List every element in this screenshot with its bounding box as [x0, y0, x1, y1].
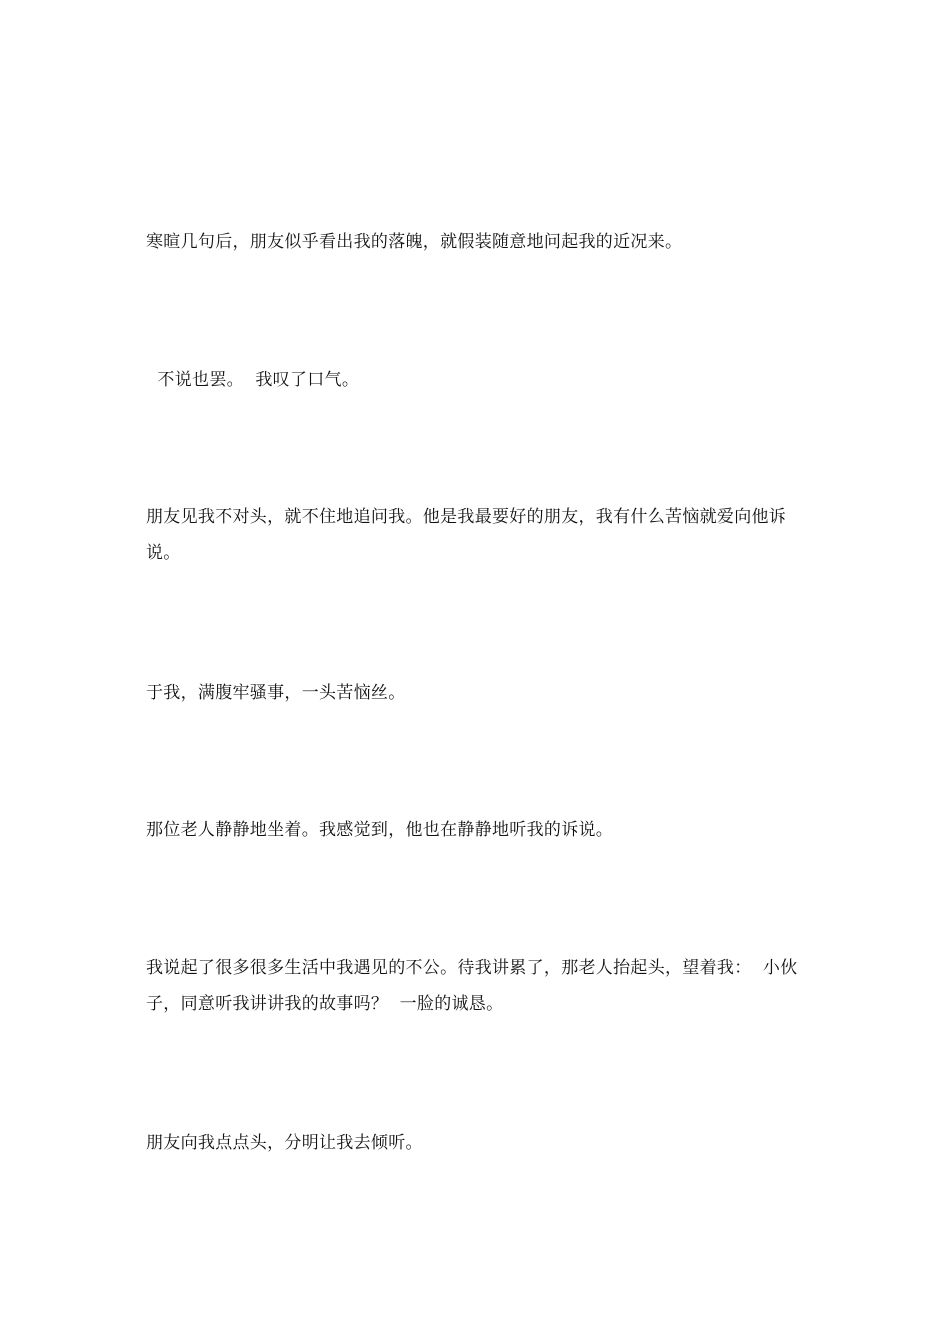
paragraph-3: 朋友见我不对头，就不住地追问我。他是我最要好的朋友，我有什么苦恼就爱向他诉说。 [146, 507, 787, 563]
paragraph-6: 我说起了很多很多生活中我遇见的不公。待我讲累了，那老人抬起头，望着我： 小伙子，同意听我讲讲我的故事吗？ 一脸的诚恳。 [146, 958, 798, 1014]
paragraph-5: 那位老人静静地坐着。我感觉到，他也在静静地听我的诉说。 [146, 820, 614, 840]
paragraph-2: 不说也罢。 我叹了口气。 [146, 370, 360, 390]
paragraph-1: 寒暄几句后，朋友似乎看出我的落魄，就假装随意地问起我的近况来。 [146, 232, 683, 252]
paragraph-4: 于我，满腹牢骚事，一头苦恼丝。 [146, 683, 406, 703]
paragraph-7: 朋友向我点点头，分明让我去倾听。 [146, 1133, 423, 1153]
